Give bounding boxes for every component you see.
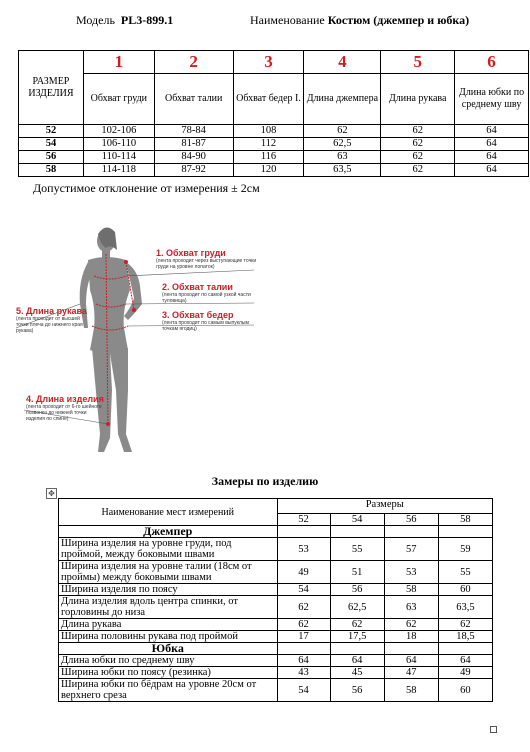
cell: 84-90 bbox=[154, 151, 233, 164]
annotation-note: (лента проходит от 6-го шейного позвонка до нижней точки изделия по спине) bbox=[26, 404, 102, 422]
table-row bbox=[19, 138, 529, 151]
tolerance-note: Допустимое отклонение от измерения ± 2см bbox=[33, 181, 260, 195]
cell: 108 bbox=[233, 125, 304, 138]
col-label: Обхват бедер I. bbox=[233, 74, 304, 125]
row-label: Ширина изделия по поясу bbox=[59, 584, 278, 596]
cell: 57 bbox=[384, 538, 438, 561]
col-label: Длина рукава bbox=[381, 74, 455, 125]
cell: 62 bbox=[381, 164, 455, 177]
annotation-length bbox=[26, 394, 106, 422]
size-cell: 52 bbox=[277, 514, 330, 526]
size-table-number-row bbox=[19, 51, 529, 74]
name-header bbox=[250, 13, 469, 28]
section-title: Джемпер bbox=[59, 526, 278, 538]
table-end-marker bbox=[490, 726, 497, 733]
cell: 64 bbox=[438, 655, 492, 667]
col-number: 6 bbox=[455, 51, 529, 74]
annotation-note: (лента проходит по самой узкой части туловища) bbox=[162, 292, 251, 304]
measurements-table bbox=[58, 498, 493, 702]
cell: 60 bbox=[438, 679, 492, 702]
cell: 62 bbox=[304, 125, 381, 138]
cell: 64 bbox=[330, 655, 384, 667]
model-value: PL3-899.1 bbox=[120, 13, 174, 27]
table-row bbox=[19, 164, 529, 177]
size-table-label-row bbox=[19, 74, 529, 125]
row-label: Ширина изделия на уровне груди, под проймой, между боковыми швами bbox=[59, 538, 278, 561]
cell: 62 bbox=[277, 596, 330, 619]
cell: 17,5 bbox=[330, 631, 384, 643]
cell: 45 bbox=[330, 667, 384, 679]
cell: 53 bbox=[384, 561, 438, 584]
col-label: Длина юбки по среднему шву bbox=[455, 74, 529, 125]
size-cell: 54 bbox=[330, 514, 384, 526]
cell: 56 bbox=[330, 584, 384, 596]
row-label: Ширина половины рукава под проймой bbox=[59, 631, 278, 643]
cell: 102-106 bbox=[83, 125, 154, 138]
annotation-note: (лента проходит по самым выпуклым точкам ягодиц) bbox=[162, 320, 249, 332]
cell: 63,5 bbox=[438, 596, 492, 619]
cell: 64 bbox=[455, 125, 529, 138]
size-cell: 58 bbox=[438, 514, 492, 526]
section-title: Юбка bbox=[59, 643, 278, 655]
table-row bbox=[19, 125, 529, 138]
table-row bbox=[59, 631, 493, 643]
row-label: Ширина изделия на уровне талии (18см от проймы) между боковыми швами bbox=[59, 561, 278, 584]
col-number: 1 bbox=[83, 51, 154, 74]
size-cell: 56 bbox=[384, 514, 438, 526]
col-label: Обхват груди bbox=[83, 74, 154, 125]
annotation-waist bbox=[162, 282, 262, 304]
cell: 54 bbox=[277, 584, 330, 596]
name-label: Наименование bbox=[250, 13, 325, 27]
col-number: 3 bbox=[233, 51, 304, 74]
row-label: Длина юбки по среднему шву bbox=[59, 655, 278, 667]
header-row bbox=[59, 499, 493, 514]
cell: 62,5 bbox=[330, 596, 384, 619]
cell: 62 bbox=[381, 151, 455, 164]
table-row bbox=[59, 679, 493, 702]
col-label: Длина джемпера bbox=[304, 74, 381, 125]
table-row bbox=[59, 667, 493, 679]
cell: 47 bbox=[384, 667, 438, 679]
cell: 62 bbox=[330, 619, 384, 631]
cell: 53 bbox=[277, 538, 330, 561]
size-table bbox=[18, 50, 529, 177]
table-row bbox=[59, 619, 493, 631]
cell: 106-110 bbox=[83, 138, 154, 151]
annotation-title: 5. Длина рукава bbox=[16, 306, 87, 316]
cell: 64 bbox=[455, 164, 529, 177]
cell: 78-84 bbox=[154, 125, 233, 138]
cell: 62 bbox=[438, 619, 492, 631]
row-label: Длина рукава bbox=[59, 619, 278, 631]
table-row bbox=[59, 584, 493, 596]
cell: 62,5 bbox=[304, 138, 381, 151]
table-row bbox=[59, 655, 493, 667]
cell: 112 bbox=[233, 138, 304, 151]
annotation-sleeve bbox=[16, 306, 88, 334]
cell: 62 bbox=[381, 138, 455, 151]
table-move-handle-icon[interactable]: ✥ bbox=[46, 488, 57, 499]
model-label: Модель bbox=[76, 13, 115, 27]
cell: 51 bbox=[330, 561, 384, 584]
measurement-figure bbox=[14, 220, 264, 465]
cell: 49 bbox=[277, 561, 330, 584]
row-size: 52 bbox=[19, 125, 84, 138]
annotation-title: 1. Обхват груди bbox=[156, 248, 226, 258]
cell: 81-87 bbox=[154, 138, 233, 151]
cell: 64 bbox=[277, 655, 330, 667]
row-label: Ширина юбки по бёдрам на уровне 20см от верхнего среза bbox=[59, 679, 278, 702]
cell: 43 bbox=[277, 667, 330, 679]
row-size: 54 bbox=[19, 138, 84, 151]
table-row bbox=[59, 538, 493, 561]
annotation-title: 4. Длина изделия bbox=[26, 394, 104, 404]
cell: 59 bbox=[438, 538, 492, 561]
table-row bbox=[59, 596, 493, 619]
row-size: 58 bbox=[19, 164, 84, 177]
annotation-title: 3. Обхват бедер bbox=[162, 310, 234, 320]
cell: 64 bbox=[455, 151, 529, 164]
cell: 56 bbox=[330, 679, 384, 702]
col-number: 5 bbox=[381, 51, 455, 74]
cell: 62 bbox=[277, 619, 330, 631]
cell: 63,5 bbox=[304, 164, 381, 177]
cell: 62 bbox=[384, 619, 438, 631]
cell: 114-118 bbox=[83, 164, 154, 177]
cell: 120 bbox=[233, 164, 304, 177]
cell: 58 bbox=[384, 679, 438, 702]
annotation-hips bbox=[162, 310, 262, 332]
cell: 64 bbox=[384, 655, 438, 667]
annotation-note: (лента проходит от высшей точки плеча до нижнего края рукава) bbox=[16, 316, 83, 334]
name-value: Костюм (джемпер и юбка) bbox=[327, 13, 470, 27]
table-row bbox=[59, 561, 493, 584]
cell: 63 bbox=[384, 596, 438, 619]
row-label: Длина изделия вдоль центра спинки, от горловины до низа bbox=[59, 596, 278, 619]
measurements-title: Замеры по изделию bbox=[211, 474, 319, 488]
col-number: 2 bbox=[154, 51, 233, 74]
sizes-header: Размеры bbox=[277, 499, 493, 514]
cell: 62 bbox=[381, 125, 455, 138]
cell: 55 bbox=[438, 561, 492, 584]
cell: 58 bbox=[384, 584, 438, 596]
table-row bbox=[19, 151, 529, 164]
model-header bbox=[76, 13, 173, 28]
cell: 17 bbox=[277, 631, 330, 643]
row-label: Ширина юбки по поясу (резинка) bbox=[59, 667, 278, 679]
annotation-title: 2. Обхват талии bbox=[162, 282, 233, 292]
cell: 54 bbox=[277, 679, 330, 702]
col-label: Обхват талии bbox=[154, 74, 233, 125]
row-size: 56 bbox=[19, 151, 84, 164]
annotation-note: (лента проходит через выступающие точки груди на уровне лопаток) bbox=[156, 258, 257, 270]
cell: 18 bbox=[384, 631, 438, 643]
cell: 87-92 bbox=[154, 164, 233, 177]
size-header: РАЗМЕР ИЗДЕЛИЯ bbox=[19, 51, 84, 125]
cell: 63 bbox=[304, 151, 381, 164]
cell: 64 bbox=[455, 138, 529, 151]
section-row bbox=[59, 526, 493, 538]
section-row bbox=[59, 643, 493, 655]
cell: 60 bbox=[438, 584, 492, 596]
cell: 49 bbox=[438, 667, 492, 679]
cell: 110-114 bbox=[83, 151, 154, 164]
col-name-header: Наименование мест измерений bbox=[59, 499, 278, 526]
cell: 55 bbox=[330, 538, 384, 561]
cell: 18,5 bbox=[438, 631, 492, 643]
col-number: 4 bbox=[304, 51, 381, 74]
annotation-chest bbox=[156, 248, 264, 270]
cell: 116 bbox=[233, 151, 304, 164]
